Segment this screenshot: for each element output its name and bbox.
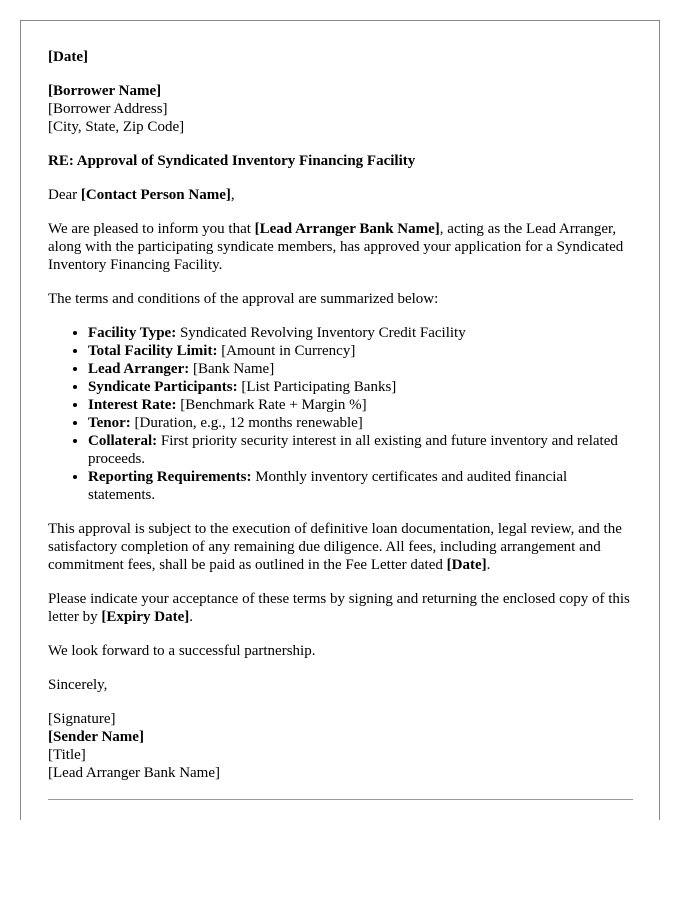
fee-letter-date: [Date]	[446, 557, 487, 573]
borrower-address-block	[48, 82, 633, 136]
subject-line: RE: Approval of Syndicated Inventory Financing Facility	[48, 153, 416, 169]
borrower-address: [Borrower Address]	[48, 101, 168, 117]
acceptance-paragraph: Please indicate your acceptance of these terms by signing and returning the enclosed copy of this letter by [Expiry Date].	[48, 591, 630, 625]
expiry-date: [Expiry Date]	[101, 609, 190, 625]
borrower-city-state-zip: [City, State, Zip Code]	[48, 119, 185, 135]
lead-arranger-bank-name: [Lead Arranger Bank Name]	[254, 221, 440, 237]
term-item-collateral: • Collateral: First priority security interest in all existing and future inventory and related proceeds.	[88, 432, 633, 468]
closing-line: We look forward to a successful partnership.	[48, 643, 316, 659]
salutation: Dear [Contact Person Name],	[48, 187, 235, 203]
signature-block	[48, 710, 633, 782]
term-item-facility-type: • Facility Type: Syndicated Revolving Inventory Credit Facility	[88, 324, 633, 342]
terms-intro: The terms and conditions of the approval are summarized below:	[48, 291, 439, 307]
term-item-syndicate-participants: • Syndicate Participants: [List Participating Banks]	[88, 378, 633, 396]
sender-title: [Title]	[48, 747, 86, 763]
term-item-reporting-requirements: • Reporting Requirements: Monthly inventory certificates and audited financial statements.	[88, 468, 633, 504]
terms-list	[48, 324, 633, 504]
term-item-tenor: • Tenor: [Duration, e.g., 12 months renewable]	[88, 414, 633, 432]
letter-date: [Date]	[48, 49, 88, 65]
sign-off: Sincerely,	[48, 677, 108, 693]
contact-person-name: [Contact Person Name]	[80, 187, 231, 203]
term-item-total-facility-limit: • Total Facility Limit: [Amount in Currency]	[88, 342, 633, 360]
sender-name: [Sender Name]	[48, 729, 144, 745]
borrower-name: [Borrower Name]	[48, 83, 162, 99]
conditions-paragraph: This approval is subject to the execution of definitive loan documentation, legal review, and the satisfactory completion of any remaining due diligence. All fees, including arrangement and commitment fees, shall be paid as outlined in the Fee Letter dated [Date].	[48, 521, 622, 573]
bottom-divider	[48, 799, 633, 800]
letter-body	[48, 48, 633, 782]
term-item-lead-arranger: • Lead Arranger: [Bank Name]	[88, 360, 633, 378]
intro-paragraph: We are pleased to inform you that [Lead Arranger Bank Name], acting as the Lead Arranger, along with the participating syndicate members, has approved your application for a Syndicated Inventory Financing Facility.	[48, 221, 624, 273]
sender-bank-name: [Lead Arranger Bank Name]	[48, 765, 221, 781]
term-item-interest-rate: • Interest Rate: [Benchmark Rate + Margin %]	[88, 396, 633, 414]
signature: [Signature]	[48, 711, 116, 727]
